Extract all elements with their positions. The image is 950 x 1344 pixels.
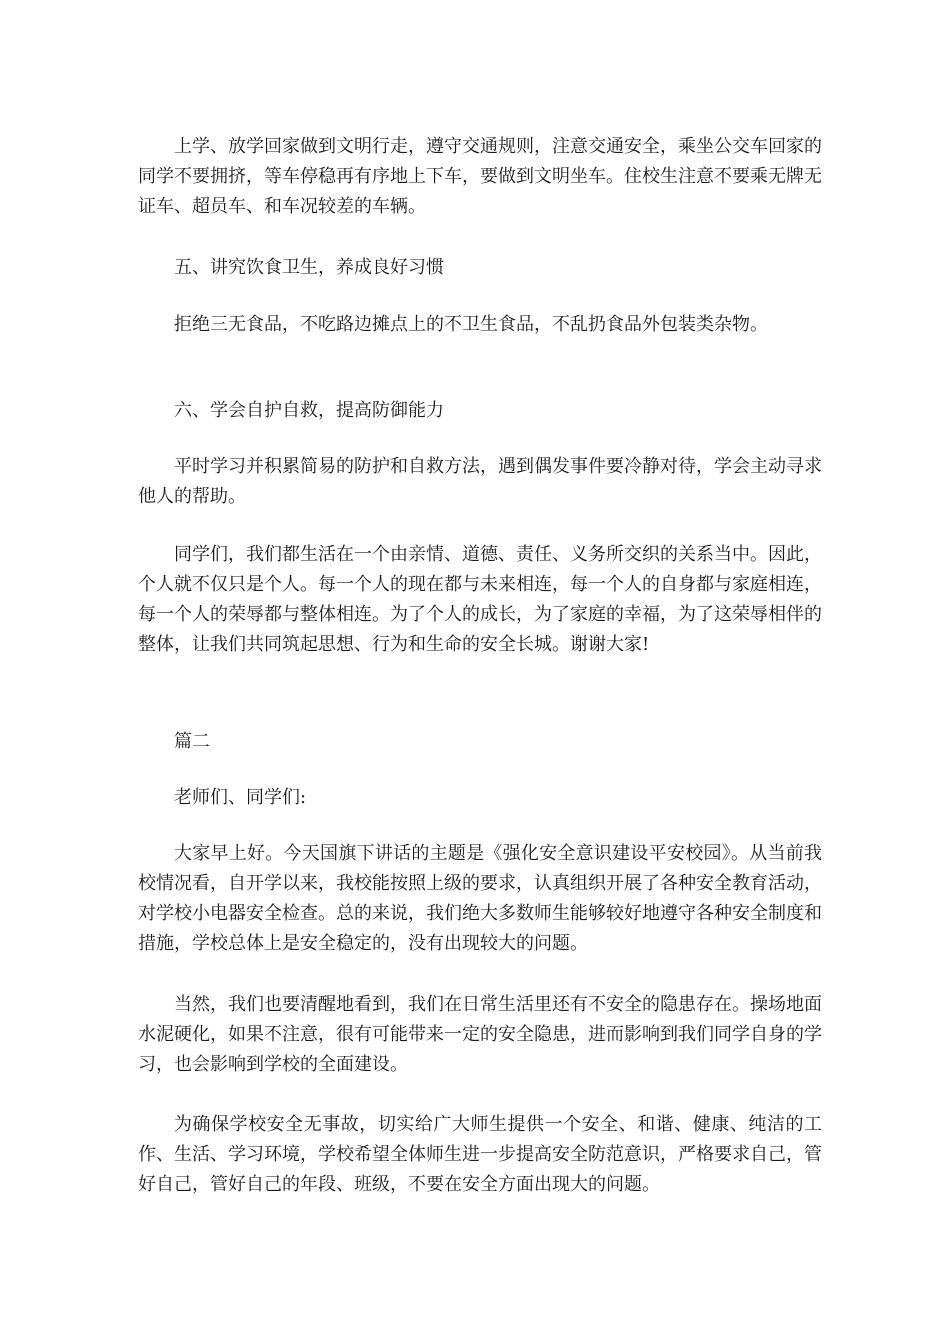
heading-self-protection: 六、学会自护自救，提高防御能力 (174, 400, 444, 421)
paragraph-traffic-safety: 上学、放学回家做到文明行走，遵守交通规则，注意交通安全，乘坐公交车回家的同学不要拥挤，等车停稳再有序地上下车，要做到文明坐车。住校生注意不要乘无牌无证车、超员车、和车况较差的车辆。 (138, 136, 822, 217)
paragraph-hidden-dangers: 当然，我们也要清醒地看到，我们在日常生活里还有不安全的隐患存在。操场地面水泥硬化，如果不注意，很有可能带来一定的安全隐患，进而影响到我们同学自身的学习，也会影响到学校的全面建设。 (138, 994, 822, 1075)
paragraph-self-protection: 平时学习并积累简易的防护和自救方法，遇到偶发事件要冷静对待，学会主动寻求他人的帮助。 (138, 456, 822, 507)
greeting: 老师们、同学们: (174, 787, 307, 808)
paragraph-safety-requirements: 为确保学校安全无事故，切实给广大师生提供一个安全、和谐、健康、纯洁的工作、生活、学习环境，学校希望全体师生进一步提高安全防范意识，严格要求自己，管好自己，管好自己的年段、班级，不要在安全方面出现大的问题。 (138, 1114, 822, 1195)
paragraph-closing-remarks: 同学们，我们都生活在一个由亲情、道德、责任、义务所交织的关系当中。因此，个人就不仅只是个人。每一个人的现在都与未来相连，每一个人的自身都与家庭相连，每一个人的荣辱都与整体相连。为了个人的成长，为了家庭的幸福，为了这荣辱相伴的整体，让我们共同筑起思想、行为和生命的安全长城。谢谢大家! (138, 544, 822, 655)
section-title-part-two: 篇二 (174, 731, 210, 752)
paragraph-speech-intro: 大家早上好。今天国旗下讲话的主题是《强化安全意识建设平安校园》。从当前我校情况看，自开学以来，我校能按照上级的要求，认真组织开展了各种安全教育活动，对学校小电器安全检查。总的来说，我们绝大多数师生能够较好地遵守各种安全制度和措施，学校总体上是安全稳定的，没有出现较大的问题。 (138, 843, 822, 954)
paragraph-food-hygiene: 拒绝三无食品，不吃路边摊点上的不卫生食品，不乱扔食品外包装类杂物。 (174, 314, 768, 335)
heading-food-hygiene: 五、讲究饮食卫生，养成良好习惯 (174, 257, 444, 278)
